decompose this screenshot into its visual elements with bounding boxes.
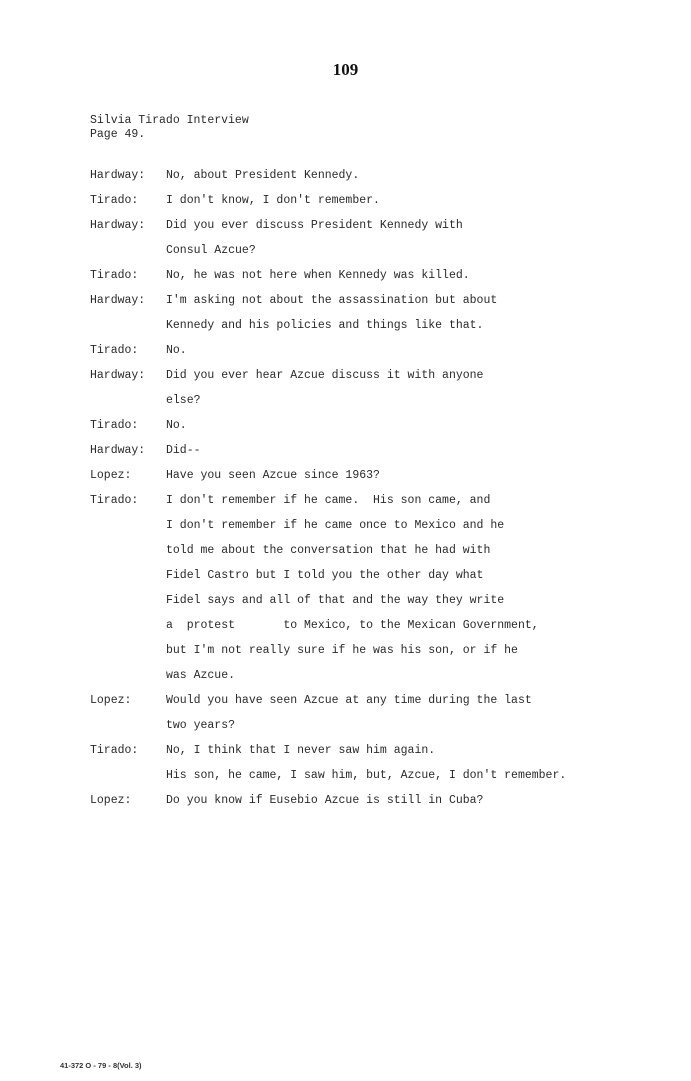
speaker-label: Hardway: — [90, 169, 146, 182]
transcript-entry — [90, 438, 650, 463]
utterance — [166, 263, 650, 288]
utterance — [166, 163, 650, 188]
utterance-line: No, he was not here when Kennedy was killed. — [166, 269, 470, 282]
utterance-line: No, about President Kennedy. — [166, 169, 360, 182]
document-header — [90, 114, 249, 142]
utterance-line: else? — [166, 394, 201, 407]
footer-print-code: 41-372 O - 79 - 8(Vol. 3) — [60, 1061, 142, 1070]
utterance — [166, 463, 650, 488]
speaker-label: Hardway: — [90, 219, 146, 232]
transcript-entry — [90, 463, 650, 488]
utterance-line: Do you know if Eusebio Azcue is still in Cuba? — [166, 794, 484, 807]
utterance-line: His son, he came, I saw him, but, Azcue, I don't remember. — [166, 769, 567, 782]
utterance-line: told me about the conversation that he had with — [166, 544, 491, 557]
speaker-label: Tirado: — [90, 194, 139, 207]
utterance — [166, 788, 650, 813]
speaker-label: Tirado: — [90, 419, 139, 432]
speaker-label: Hardway: — [90, 294, 146, 307]
utterance-line: I don't remember if he came. His son came, and — [166, 494, 491, 507]
utterance — [166, 488, 650, 688]
utterance-line: No. — [166, 344, 187, 357]
speaker-label: Tirado: — [90, 494, 139, 507]
speaker-label: Lopez: — [90, 694, 132, 707]
speaker-label: Lopez: — [90, 469, 132, 482]
speaker-label: Tirado: — [90, 744, 139, 757]
utterance-line: I don't know, I don't remember. — [166, 194, 380, 207]
utterance-line: Consul Azcue? — [166, 244, 256, 257]
utterance-line: Would you have seen Azcue at any time during the last — [166, 694, 532, 707]
utterance — [166, 688, 650, 738]
utterance — [166, 338, 650, 363]
speaker-label: Hardway: — [90, 444, 146, 457]
utterance — [166, 738, 650, 788]
speaker-label: Lopez: — [90, 794, 132, 807]
transcript-entry — [90, 163, 650, 188]
utterance-line: I don't remember if he came once to Mexico and he — [166, 519, 505, 532]
transcript-entry — [90, 488, 650, 688]
utterance-line: two years? — [166, 719, 236, 732]
utterance-line: Fidel Castro but I told you the other day what — [166, 569, 484, 582]
utterance-line: Did you ever discuss President Kennedy with — [166, 219, 463, 232]
transcript-entry — [90, 413, 650, 438]
utterance — [166, 363, 650, 413]
utterance — [166, 413, 650, 438]
transcript-entry — [90, 688, 650, 738]
utterance-line: was Azcue. — [166, 669, 236, 682]
transcript-entry — [90, 338, 650, 363]
transcript-entry — [90, 788, 650, 813]
utterance — [166, 213, 650, 263]
speaker-label: Hardway: — [90, 369, 146, 382]
utterance — [166, 288, 650, 338]
utterance-line: Fidel says and all of that and the way they write — [166, 594, 505, 607]
utterance-line: Did-- — [166, 444, 201, 457]
transcript-entry — [90, 363, 650, 413]
transcript-entry — [90, 263, 650, 288]
document-page-label: Page 49. — [90, 128, 146, 141]
page-number: 109 — [332, 60, 359, 79]
utterance — [166, 438, 650, 463]
interview-transcript — [90, 163, 650, 813]
speaker-label: Tirado: — [90, 344, 139, 357]
utterance — [166, 188, 650, 213]
transcript-entry — [90, 738, 650, 788]
document-title: Silvia Tirado Interview — [90, 114, 249, 127]
utterance-line: No, I think that I never saw him again. — [166, 744, 436, 757]
utterance-line: No. — [166, 419, 187, 432]
utterance-line: a protest to Mexico, to the Mexican Government, — [166, 619, 539, 632]
utterance-line: I'm asking not about the assassination but about — [166, 294, 498, 307]
transcript-entry — [90, 213, 650, 263]
speaker-label: Tirado: — [90, 269, 139, 282]
utterance-line: but I'm not really sure if he was his son, or if he — [166, 644, 518, 657]
transcript-entry — [90, 288, 650, 338]
utterance-line: Have you seen Azcue since 1963? — [166, 469, 380, 482]
utterance-line: Kennedy and his policies and things like that. — [166, 319, 484, 332]
transcript-entry — [90, 188, 650, 213]
utterance-line: Did you ever hear Azcue discuss it with anyone — [166, 369, 484, 382]
